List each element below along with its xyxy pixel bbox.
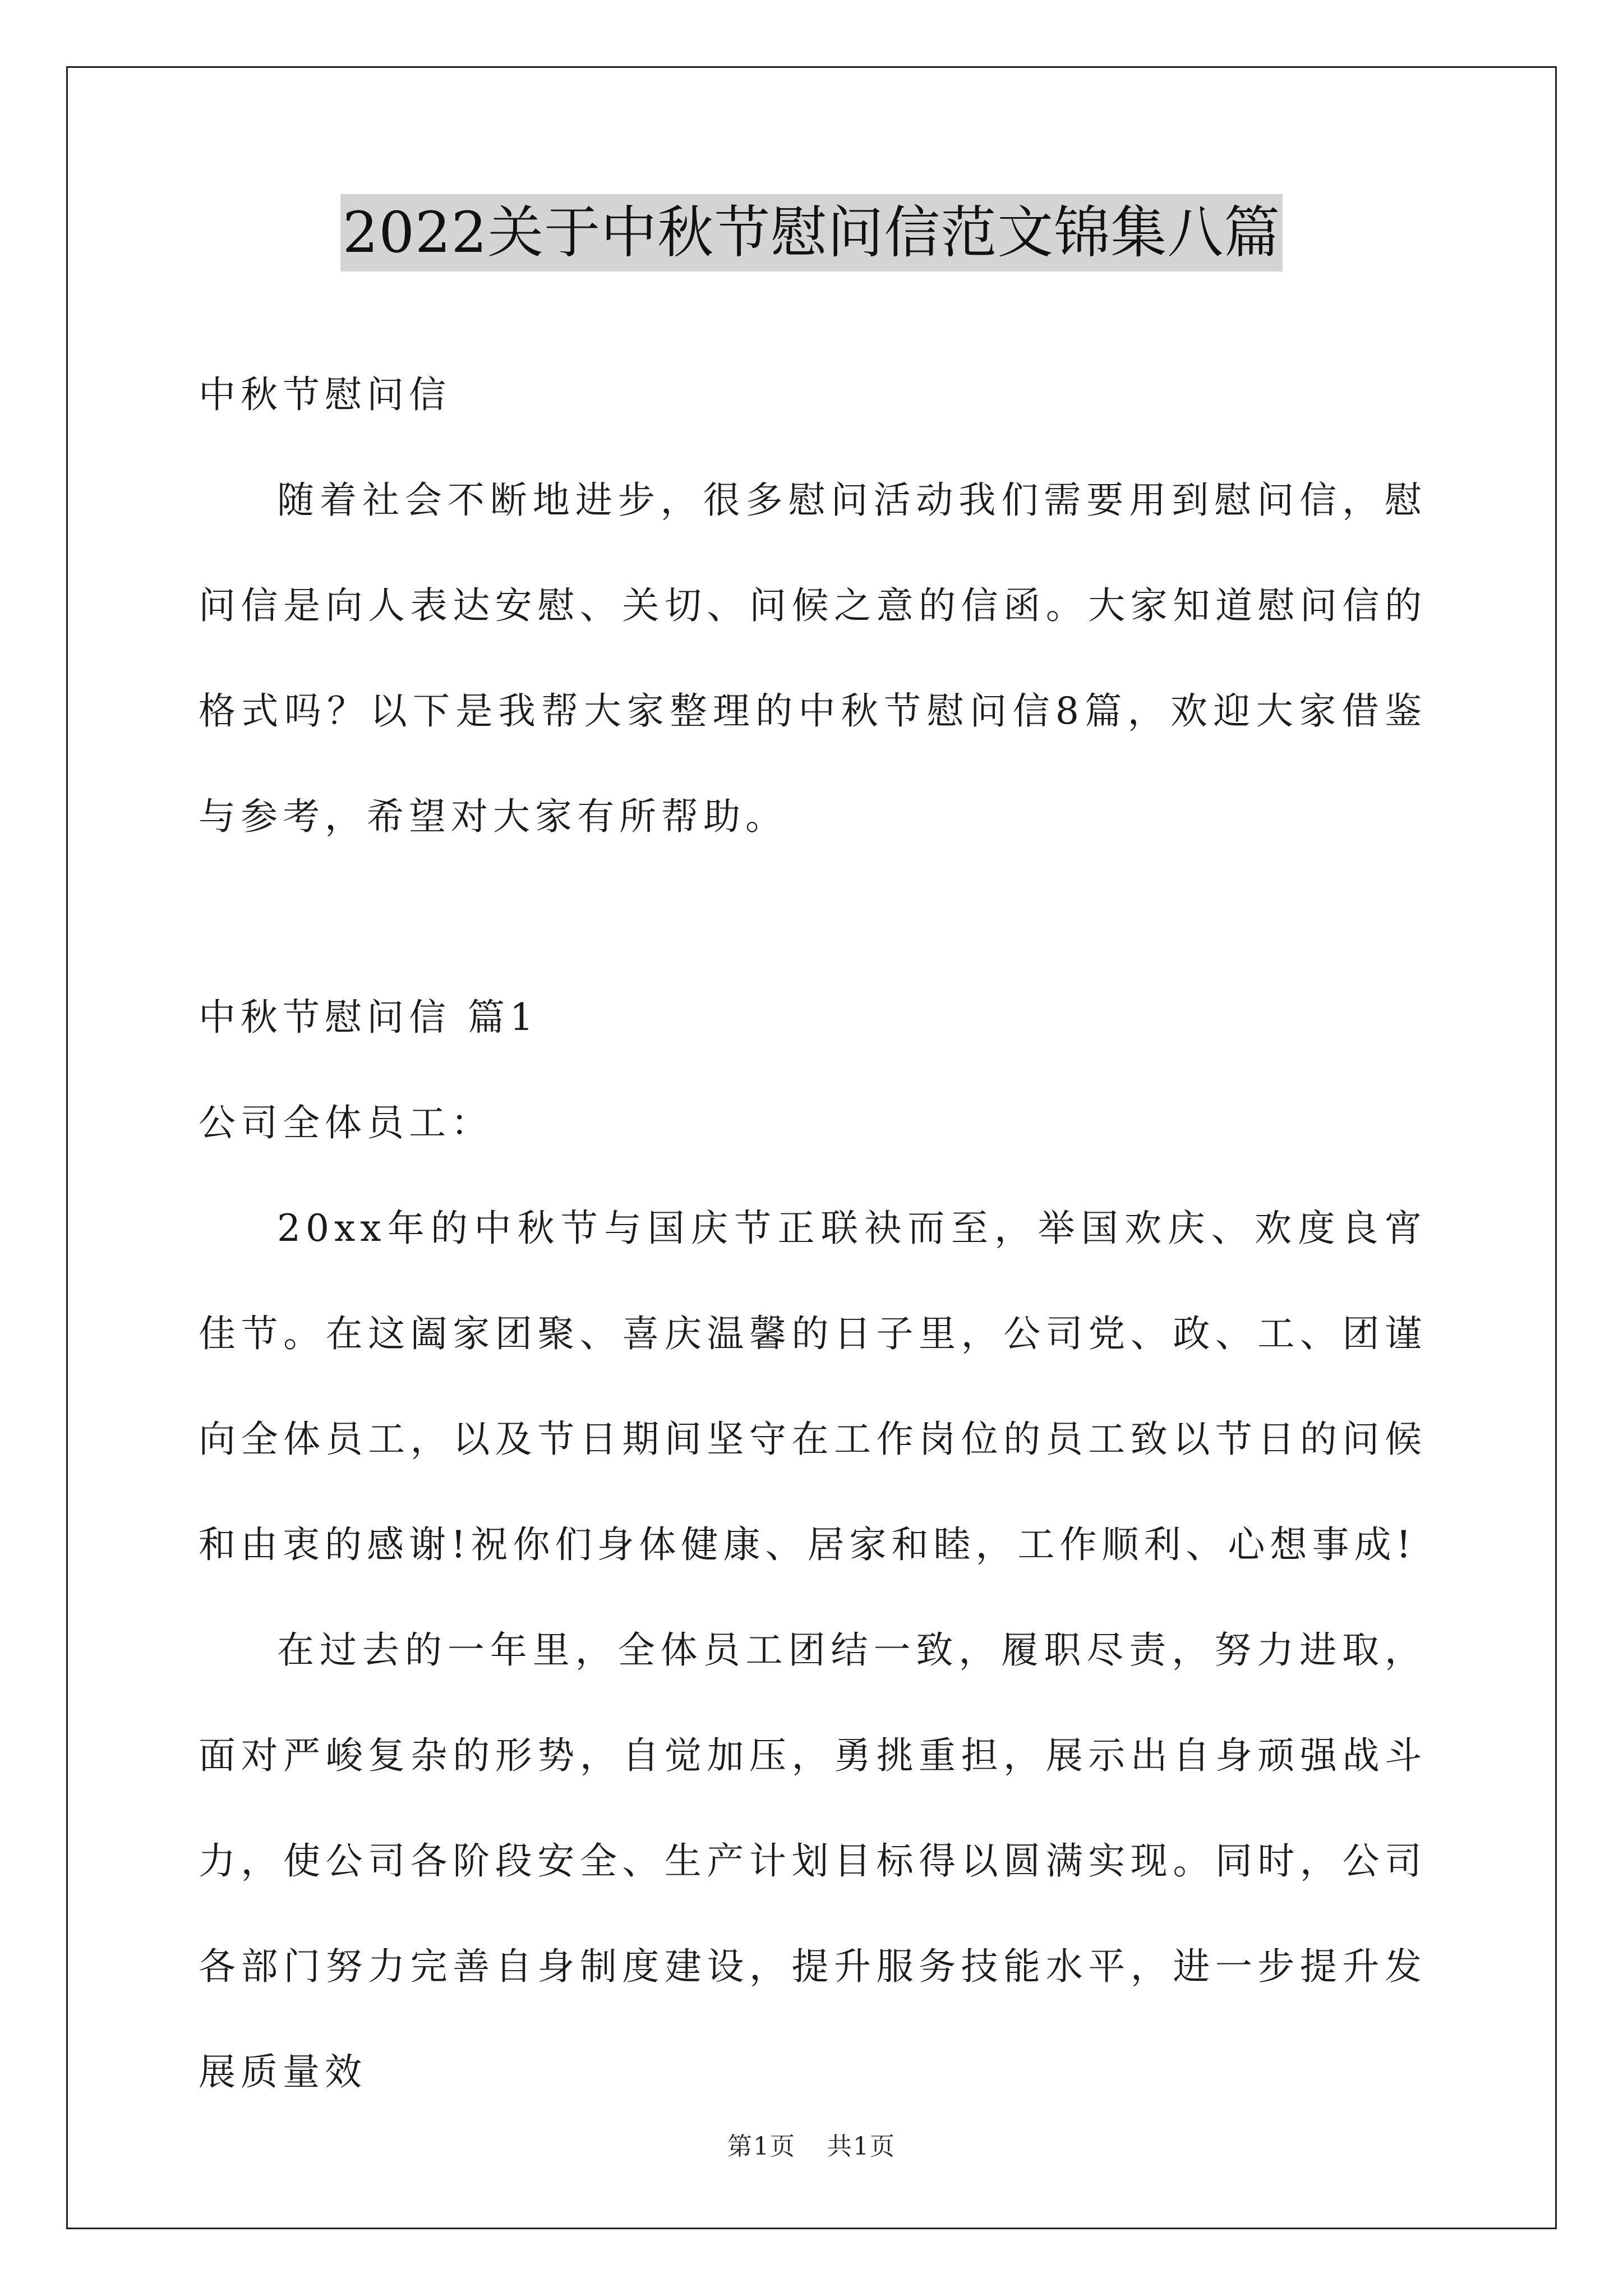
salutation: 公司全体员工： <box>199 1101 493 1144</box>
body-paragraph-2: 在过去的一年里，全体员工团结一致，履职尽责，努力进取，面对严峻复杂的形势，自觉加压，勇挑重担，展示出自身顽强战斗力，使公司各阶段安全、生产计划目标得以圆满实现。同时，公司各部门努力完善自身制度建设，提升服务技能水平，进一步提升发展质量效 <box>199 1628 1427 2093</box>
intro-paragraph: 随着社会不断地进步，很多慰问活动我们需要用到慰问信，慰问信是向人表达安慰、关切、问候之意的信函。大家知道慰问信的格式吗？以下是我帮大家整理的中秋节慰问信8篇，欢迎大家借鉴与参考，希望对大家有所帮助。 <box>199 478 1427 838</box>
title-container <box>0 194 1623 272</box>
document-title: 2022关于中秋节慰问信范文锦集八篇 <box>340 194 1283 272</box>
section-heading: 中秋节慰问信 篇1 <box>199 996 538 1039</box>
page-total: 共1页 <box>827 2132 896 2161</box>
page-number: 第1页 <box>727 2132 796 2161</box>
document-body <box>199 342 1427 2125</box>
section-spacer <box>199 869 1427 965</box>
body-paragraph-1: 20xx年的中秋节与国庆节正联袂而至，举国欢庆、欢度良宵佳节。在这阖家团聚、喜庆温馨的日子里，公司党、政、工、团谨向全体员工，以及节日期间坚守在工作岗位的员工致以节日的问候和由衷的感谢!祝你们身体健康、居家和睦，工作顺利、心想事成! <box>199 1207 1427 1566</box>
page-footer <box>0 2126 1623 2162</box>
intro-heading: 中秋节慰问信 <box>199 373 451 416</box>
